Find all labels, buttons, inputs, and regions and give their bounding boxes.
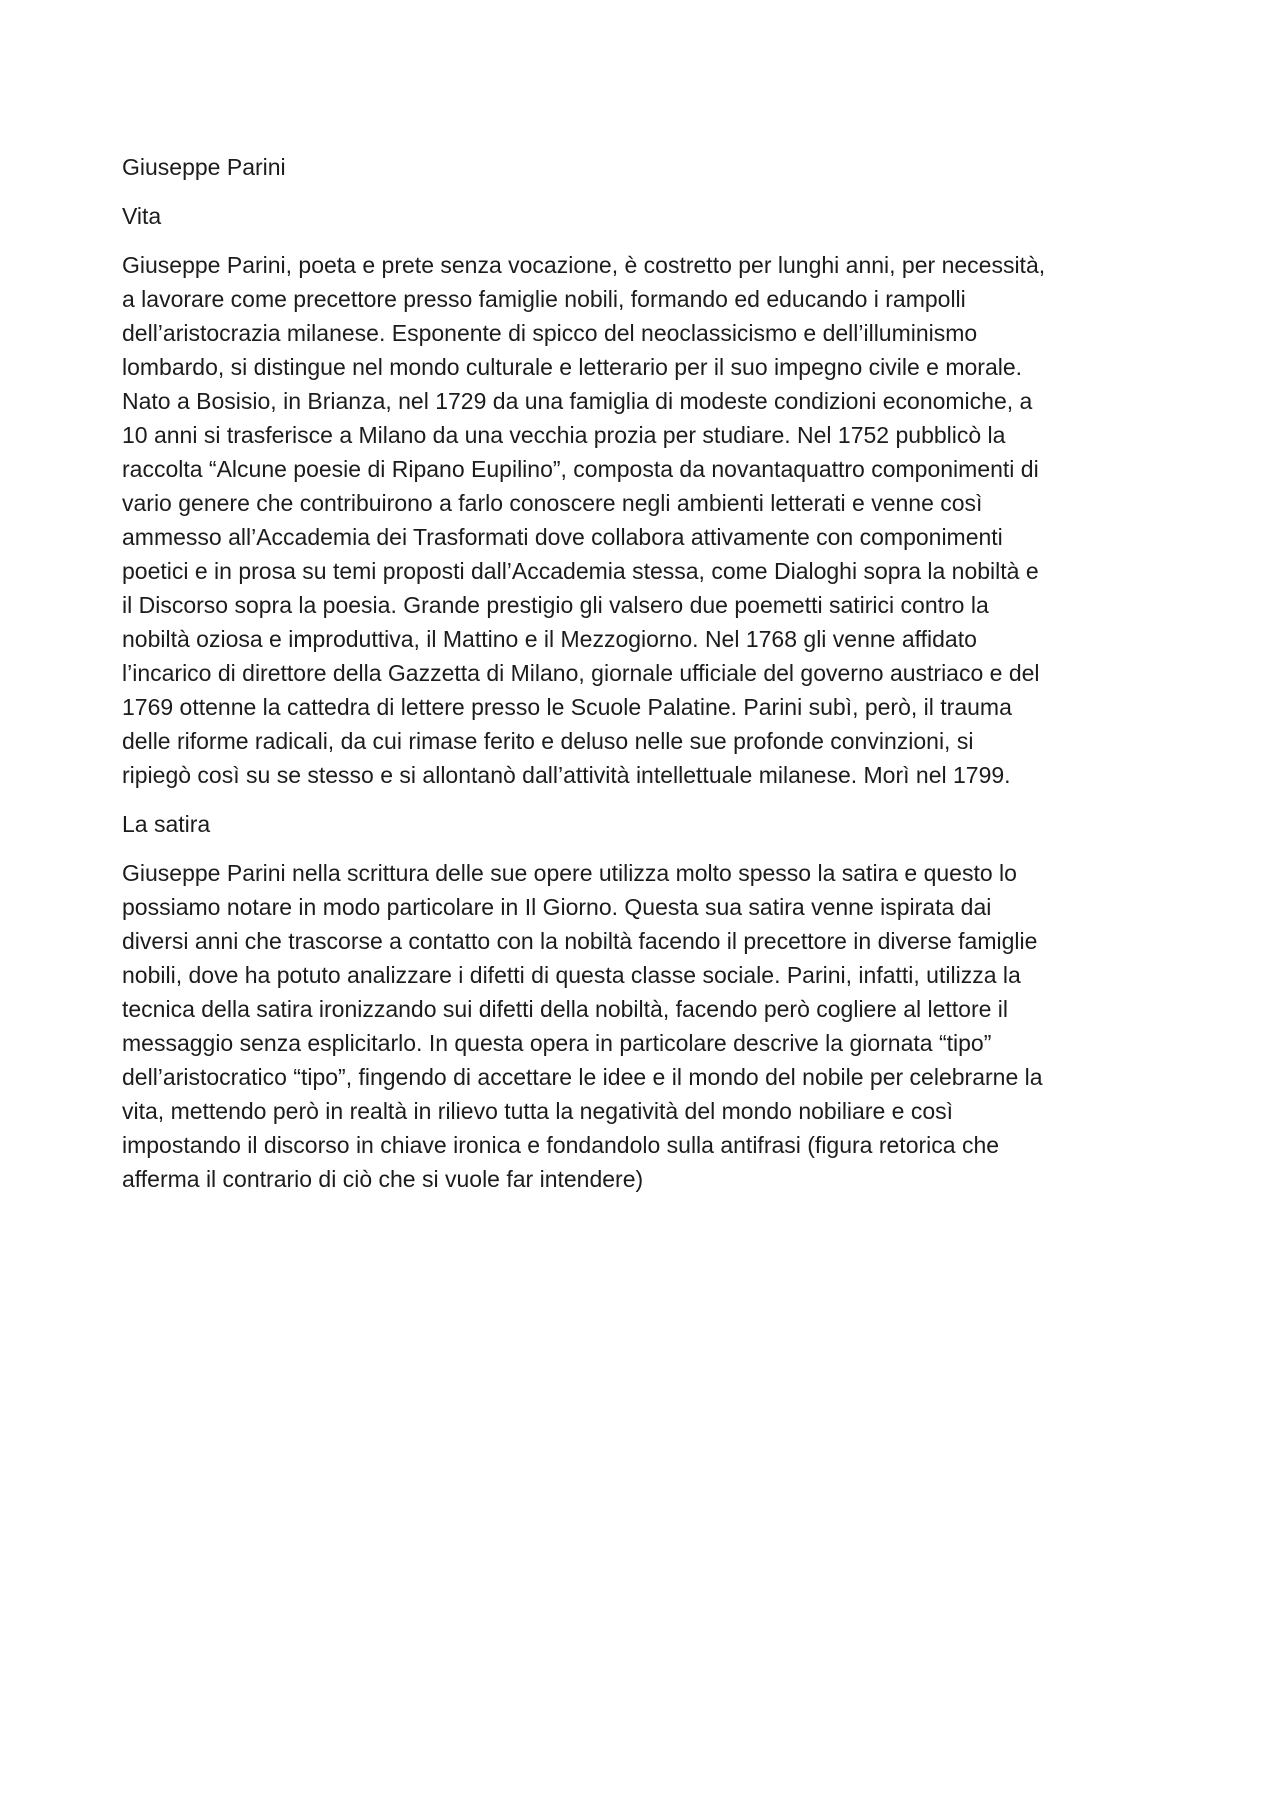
- text-line: Giuseppe Parini, poeta e prete senza vocazione, è costretto per lunghi anni, per necessità,: [122, 252, 1046, 278]
- text-line: 10 anni si trasferisce a Milano da una vecchia prozia per studiare. Nel 1752 pubblicò la: [122, 422, 1006, 448]
- text-line: tecnica della satira ironizzando sui difetti della nobiltà, facendo però cogliere al lettore il: [122, 996, 1009, 1022]
- text-line: l’incarico di direttore della Gazzetta di Milano, giornale ufficiale del governo austriaco e del: [122, 660, 1040, 686]
- text-line: afferma il contrario di ciò che si vuole far intendere): [122, 1166, 644, 1192]
- text-line: ammesso all’Accademia dei Trasformati dove collabora attivamente con componimenti: [122, 524, 1003, 550]
- text-line: raccolta “Alcune poesie di Ripano Eupilino”, composta da novantaquattro componimenti di: [122, 456, 1039, 482]
- text-line: impostando il discorso in chiave ironica e fondandolo sulla antifrasi (figura retorica che: [122, 1132, 1000, 1158]
- text-line: poetici e in prosa su temi proposti dall’Accademia stessa, come Dialoghi sopra la nobiltà e: [122, 558, 1039, 584]
- document-body: [122, 150, 1172, 1211]
- text-line: lombardo, si distingue nel mondo culturale e letterario per il suo impegno civile e morale.: [122, 354, 1023, 380]
- section-heading-la-satira: La satira: [122, 811, 211, 837]
- text-line: il Discorso sopra la poesia. Grande prestigio gli valsero due poemetti satirici contro la: [122, 592, 989, 618]
- text-line: diversi anni che trascorse a contatto con la nobiltà facendo il precettore in diverse famiglie: [122, 928, 1038, 954]
- text-line: delle riforme radicali, da cui rimase ferito e deluso nelle sue profonde convinzioni, si: [122, 728, 974, 754]
- text-line: messaggio senza esplicitarlo. In questa opera in particolare descrive la giornata “tipo”: [122, 1030, 992, 1056]
- section-heading-vita: Vita: [122, 203, 162, 229]
- paragraph-la-satira: [122, 856, 1172, 1196]
- text-line: dell’aristocratico “tipo”, fingendo di accettare le idee e il mondo del nobile per celebrarne la: [122, 1064, 1043, 1090]
- text-line: 1769 ottenne la cattedra di lettere presso le Scuole Palatine. Parini subì, però, il trauma: [122, 694, 1012, 720]
- text-line: vita, mettendo però in realtà in rilievo tutta la negatività del mondo nobiliare e così: [122, 1098, 954, 1124]
- text-line: dell’aristocrazia milanese. Esponente di spicco del neoclassicismo e dell’illuminismo: [122, 320, 978, 346]
- text-line: Giuseppe Parini nella scrittura delle sue opere utilizza molto spesso la satira e questo lo: [122, 860, 1017, 886]
- text-line: vario genere che contribuirono a farlo conoscere negli ambienti letterati e venne così: [122, 490, 983, 516]
- paragraph-vita: [122, 248, 1172, 792]
- text-line: nobiltà oziosa e improduttiva, il Mattino e il Mezzogiorno. Nel 1768 gli venne affidato: [122, 626, 977, 652]
- text-line: Nato a Bosisio, in Brianza, nel 1729 da una famiglia di modeste condizioni economiche, a: [122, 388, 1033, 414]
- document-title: Giuseppe Parini: [122, 154, 286, 180]
- text-line: nobili, dove ha potuto analizzare i difetti di questa classe sociale. Parini, infatti, utilizza la: [122, 962, 1021, 988]
- text-line: a lavorare come precettore presso famiglie nobili, formando ed educando i rampolli: [122, 286, 966, 312]
- text-line: ripiegò così su se stesso e si allontanò dall’attività intellettuale milanese. Morì nel 1799.: [122, 762, 1011, 788]
- text-line: possiamo notare in modo particolare in Il Giorno. Questa sua satira venne ispirata dai: [122, 894, 992, 920]
